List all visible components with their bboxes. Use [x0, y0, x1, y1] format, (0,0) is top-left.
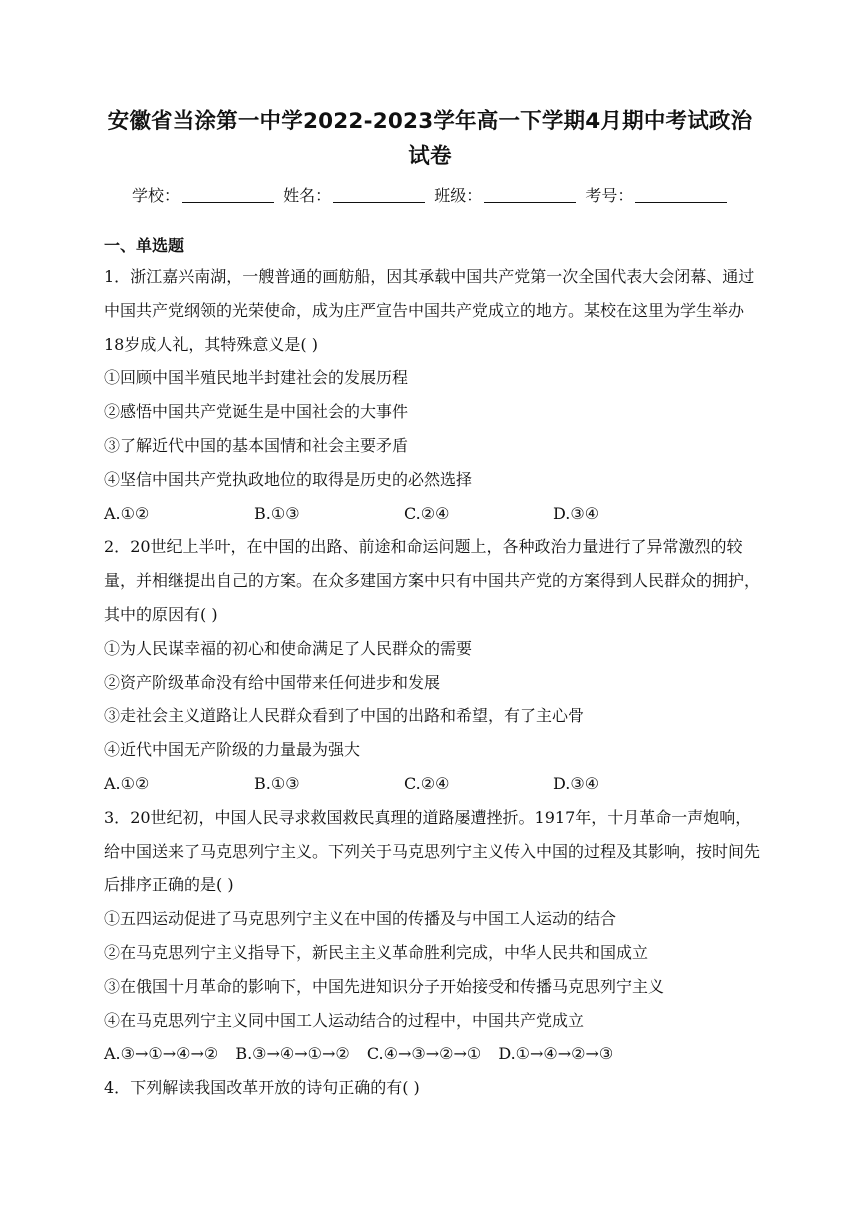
option-3: ③了解近代中国的基本国情和社会主要矛盾 [104, 435, 409, 455]
school-field [132, 184, 274, 208]
option-1: ①回顾中国半殖民地半封建社会的发展历程 [104, 368, 409, 388]
answer-choices [104, 1037, 764, 1071]
section-heading: 一、单选题 [104, 236, 185, 255]
choice-d: D.③④ [553, 503, 600, 523]
question-3 [104, 801, 764, 1071]
question-2 [104, 530, 764, 800]
choice-a: A.③→①→④→② [104, 1044, 219, 1064]
choice-c: C.②④ [404, 773, 450, 793]
question-stem [104, 260, 764, 361]
option-2: ②感悟中国共产党诞生是中国社会的大事件 [104, 402, 409, 422]
school-label: 学校： [132, 186, 181, 205]
class-blank [484, 186, 576, 203]
question-stem [104, 801, 764, 902]
name-blank [333, 186, 425, 203]
name-label: 姓名： [283, 186, 332, 205]
choice-c: C.④→③→②→① [366, 1044, 482, 1064]
answer-choices [104, 767, 764, 801]
question-list [104, 260, 764, 1105]
question-number: 2． [104, 537, 131, 557]
option-2: ②在马克思列宁主义指导下，新民主主义革命胜利完成，中华人民共和国成立 [104, 942, 649, 962]
question-text: 20世纪初，中国人民寻求救国救民真理的道路屡遭挫折。1917年，十月革命一声炮响，给中国送来了马克思列宁主义。下列关于马克思列宁主义传入中国的过程及其影响，按时间先后排序正确的是( ) [104, 807, 761, 895]
answer-choices [104, 497, 764, 531]
option-3: ③走社会主义道路让人民群众看到了中国的出路和希望，有了主心骨 [104, 706, 585, 726]
question-text: 20世纪上半叶，在中国的出路、前途和命运问题上，各种政治力量进行了异常激烈的较量，并相继提出自己的方案。在众多建国方案中只有中国共产党的方案得到人民群众的拥护，其中的原因有( ) [104, 537, 761, 624]
choice-a: A.①② [104, 503, 150, 523]
option-2: ②资产阶级革命没有给中国带来任何进步和发展 [104, 672, 441, 692]
exam-title: 安徽省当涂第一中学2022-2023学年高一下学期4月期中考试政治试卷 [107, 109, 753, 169]
option-4: ④在马克思列宁主义同中国工人运动结合的过程中，中国共产党成立 [104, 1010, 585, 1030]
question-4 [104, 1071, 764, 1105]
question-stem [104, 530, 764, 631]
class-label: 班级： [434, 186, 483, 205]
choice-b: B.③→④→①→② [235, 1044, 350, 1064]
option-4: ④坚信中国共产党执政地位的取得是历史的必然选择 [104, 469, 473, 489]
question-text: 下列解读我国改革开放的诗句正确的有( ) [130, 1078, 420, 1098]
student-info-row [132, 184, 772, 208]
class-field [434, 184, 576, 208]
name-field [283, 184, 425, 208]
school-blank [182, 186, 274, 203]
choice-d: D.③④ [553, 773, 600, 793]
exam-number-field [585, 184, 727, 208]
choice-b: B.①③ [254, 503, 300, 523]
exam-number-label: 考号： [585, 186, 634, 205]
option-4: ④近代中国无产阶级的力量最为强大 [104, 740, 361, 760]
choice-d: D.①→④→②→③ [498, 1044, 614, 1064]
choice-a: A.①② [104, 773, 150, 793]
option-3: ③在俄国十月革命的影响下，中国先进知识分子开始接受和传播马克思列宁主义 [104, 976, 665, 996]
question-number: 4． [104, 1078, 131, 1098]
choice-b: B.①③ [254, 773, 300, 793]
exam-number-blank [635, 186, 727, 203]
option-1: ①五四运动促进了马克思列宁主义在中国的传播及与中国工人运动的结合 [104, 909, 617, 929]
question-1 [104, 260, 764, 530]
question-number: 1． [104, 267, 131, 286]
option-1: ①为人民谋幸福的初心和使命满足了人民群众的需要 [104, 638, 473, 658]
question-number: 3． [104, 807, 131, 827]
question-stem [104, 1071, 764, 1105]
question-text: 浙江嘉兴南湖，一艘普通的画舫船，因其承载中国共产党第一次全国代表大会闭幕、通过中国共产党纲领的光荣使命，成为庄严宣告中国共产党成立的地方。某校在这里为学生举办18岁成人礼，其特殊意义是( ) [104, 267, 755, 354]
choice-c: C.②④ [404, 503, 450, 523]
